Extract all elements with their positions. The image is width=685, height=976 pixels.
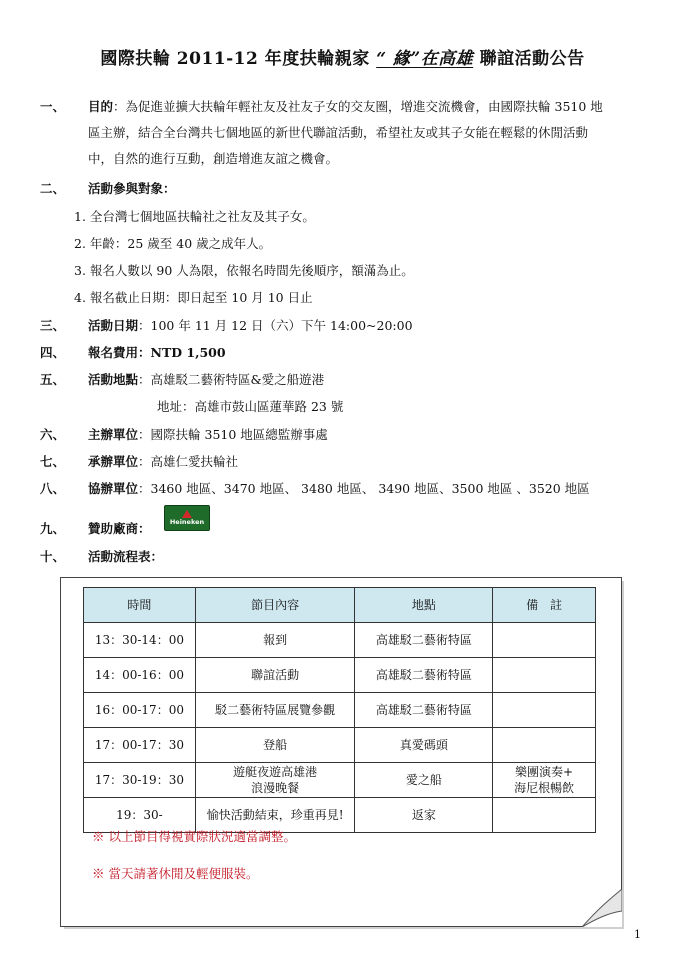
heineken-logo	[164, 505, 210, 531]
organizer-value: ：國際扶輪 3510 地區總監辦事處	[138, 427, 328, 442]
cell-time: 17：00-17：30	[84, 728, 196, 763]
participants-item-1: 1. 全台灣七個地區扶輪社之社友及其子女。	[74, 209, 315, 224]
cell-place: 高雄駁二藝術特區	[355, 623, 493, 658]
page-curl-icon	[582, 889, 622, 927]
cell-time: 13：30-14：00	[84, 623, 196, 658]
table-row	[84, 658, 596, 693]
cell-note	[493, 623, 596, 658]
schedule-table	[83, 587, 596, 833]
cell-note	[493, 728, 596, 763]
coorganizer-value: ：3460 地區、3470 地區、 3480 地區、 3490 地區、3500 地區 、3520 地區	[138, 481, 590, 496]
section-number: 一、	[40, 99, 66, 114]
cell-program: 聯誼活動	[195, 658, 355, 693]
header-time: 時間	[84, 588, 196, 623]
header-program: 節目內容	[195, 588, 355, 623]
star-icon	[182, 510, 192, 518]
page-title	[0, 44, 685, 69]
cell-place: 真愛碼頭	[355, 728, 493, 763]
title-suffix: 聯誼活動公告	[479, 49, 585, 69]
table-row	[84, 623, 596, 658]
schedule-label: 活動流程表：	[88, 549, 164, 564]
purpose-line-2: 區主辦，結合全台灣共七個地區的新世代聯誼活動，希望社友或其子女能在輕鬆的休閒活動	[88, 125, 589, 140]
fee-line	[88, 344, 226, 362]
cell-note	[493, 798, 596, 833]
table-row	[84, 763, 596, 798]
cell-place: 高雄駁二藝術特區	[355, 693, 493, 728]
page-number: 1	[634, 928, 641, 941]
venue-value: ：高雄駁二藝術特區&愛之船遊港	[138, 372, 325, 387]
cell-note	[493, 658, 596, 693]
participants-item-4: 4. 報名截止日期：即日起至 10 月 10 日止	[74, 290, 313, 305]
venue-address: 地址：高雄市鼓山區蓮華路 23 號	[157, 399, 344, 414]
table-row	[84, 728, 596, 763]
cell-place: 高雄駁二藝術特區	[355, 658, 493, 693]
section-number: 七、	[40, 454, 66, 469]
cell-program: 登船	[195, 728, 355, 763]
host-label: 承辦單位	[88, 454, 139, 469]
program-line-2: 浪漫晚餐	[251, 781, 300, 795]
cell-time: 14：00-16：00	[84, 658, 196, 693]
title-prefix: 國際扶輪 2011-12 年度扶輪親家	[100, 49, 370, 69]
fee-value: ：NTD 1,500	[138, 345, 226, 360]
cell-program: 駁二藝術特區展覽參觀	[195, 693, 355, 728]
purpose-label: 目的	[88, 99, 114, 114]
coorganizer-label: 協辦單位	[88, 481, 139, 496]
purpose-line-3: 中，自然的進行互動，創造增進友誼之機會。	[88, 151, 339, 166]
section-number: 三、	[40, 318, 66, 333]
sponsor-brand: Heineken	[169, 518, 205, 526]
participants-item-2: 2. 年齡：25 歲至 40 歲之成年人。	[74, 236, 272, 251]
header-place: 地點	[355, 588, 493, 623]
participants-label: 活動參與對象：	[88, 181, 176, 196]
table-header-row	[84, 588, 596, 623]
cell-note	[493, 693, 596, 728]
cell-note	[493, 763, 596, 798]
participants-item-3: 3. 報名人數以 90 人為限，依報名時間先後順序，額滿為止。	[74, 263, 414, 278]
section-number: 四、	[40, 345, 66, 360]
date-value: ：100 年 11 月 12 日（六）下午 14:00~20:00	[138, 318, 413, 333]
note-line-1: 樂團演奏+	[515, 765, 574, 779]
table-row	[84, 693, 596, 728]
section-number: 八、	[40, 481, 66, 496]
program-line-1: 遊艇夜遊高雄港	[233, 765, 318, 779]
section-number: 五、	[40, 372, 66, 387]
host-value: ：高雄仁愛扶輪社	[138, 454, 239, 469]
header-note: 備 註	[493, 588, 596, 623]
sponsor-label: 贊助廠商：	[88, 521, 151, 536]
section-number: 九、	[40, 521, 66, 536]
cell-time: 17：30-19：30	[84, 763, 196, 798]
note-line-2: 海尼根暢飲	[514, 781, 575, 795]
note-dress-code: ※ 當天請著休閒及輕便服裝。	[92, 866, 259, 881]
host-line	[88, 453, 238, 471]
cell-time: 19：30-	[84, 798, 196, 833]
title-highlight: “ 緣”在高雄	[376, 49, 474, 69]
note-adjust: ※ 以上節目得視實際狀況適當調整。	[92, 829, 296, 844]
venue-label: 活動地點	[88, 372, 139, 387]
cell-program: 報到	[195, 623, 355, 658]
cell-program	[195, 763, 355, 798]
cell-place: 愛之船	[355, 763, 493, 798]
venue-line	[88, 371, 324, 389]
date-line	[88, 317, 413, 335]
coorganizer-line	[88, 480, 590, 498]
purpose-text-1: ：為促進並擴大扶輪年輕社友及社友子女的交友圈，增進交流機會，由國際扶輪 3510 地	[113, 99, 603, 114]
cell-time: 16：00-17：00	[84, 693, 196, 728]
purpose-line-1	[88, 98, 603, 116]
fee-label: 報名費用	[88, 345, 139, 360]
date-label: 活動日期	[88, 318, 139, 333]
cell-place: 返家	[355, 798, 493, 833]
organizer-line	[88, 426, 328, 444]
organizer-label: 主辦單位	[88, 427, 139, 442]
section-number: 二、	[40, 181, 66, 196]
section-number: 十、	[40, 549, 66, 564]
section-number: 六、	[40, 427, 66, 442]
cell-program: 愉快活動結束，珍重再見!	[195, 798, 355, 833]
